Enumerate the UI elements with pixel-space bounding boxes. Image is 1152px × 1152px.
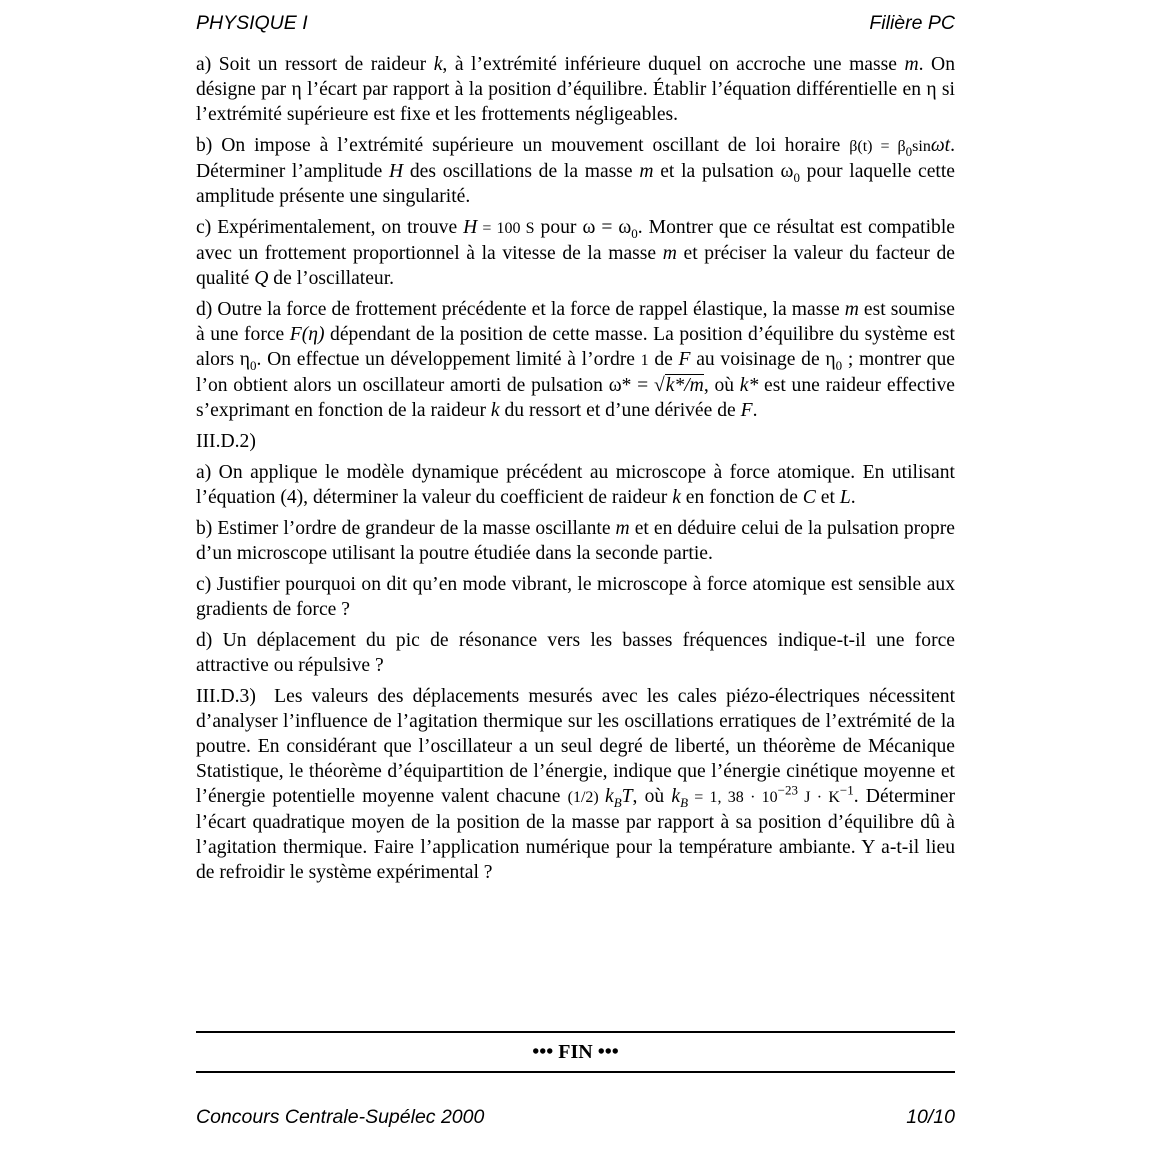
question-D3: III.D.3) Les valeurs des déplacements mesurés avec les cales piézo-électriques nécessitent d’analyser l’influence de l’agitation thermique sur les oscillations erratiques de l’extrémité de la poutre. En considérant que l’oscillateur a un seul degré de liberté, un théorème de Mécanique Statistique, le théorème d’équipartition de l’énergie, indique que l’énergie cinétique moyenne et l’énergie potentielle moyenne valent chacune (1/2) $k_BT$, où $k_B = 1$, $38 \cdot 10^{-23}$ $J \cdot K^{-1}$. Déterminer l’écart quadratique moyen de la position de la masse par rapport à sa position d’équilibre dû à l’agitation thermique. Faire l’application numérique pour la température ambiante. Y a-t-il lieu de refroidir le système expérimental ? (196, 686, 956, 883)
question-D1b: b) On impose à l’extrémité supérieure un mouvement oscillant de loi horaire $\beta(t) = \beta_0\sin\omega t$. Déterminer l’amplitude H des oscillations de la masse m et la pulsation $\omega_0$ pour laquelle cette amplitude présente une singularité. (196, 135, 956, 207)
section-heading-D2: III.D.2) (196, 431, 256, 452)
question-D1a: a) Soit un ressort de raideur k, à l’extrémité inférieure duquel on accroche une masse m. On désigne par η l’écart par rapport à la position d’équilibre. Établir l’équation différentielle en η si l’extrémité supérieure est fixe et les frottements négligeables. (196, 54, 956, 125)
footer-exam-name: Concours Centrale-Supélec 2000 (196, 1106, 485, 1128)
question-D1d: d) Outre la force de frottement précédente et la force de rappel élastique, la masse m est soumise à une force F(η) dépendant de la position de cette masse. La position d’équilibre du système est alors $\eta_0$. On effectue un développement limité à l’ordre 1 de F au voisinage de $\eta_0$ ; montrer que l’on obtient alors un oscillateur amorti de pulsation ω* = √k*/m, où k* est une raideur effective s’exprimant en fonction de la raideur k du ressort et d’une dérivée de F. (196, 299, 955, 421)
question-D2a: a) On applique le modèle dynamique précédent au microscope à force atomique. En utilisant l’équation (4), déterminer la valeur du coefficient de raideur k en fonction de C et L. (196, 462, 955, 508)
question-D2b: b) Estimer l’ordre de grandeur de la masse oscillante m et en déduire celui de la pulsation propre d’un microscope utilisant la poutre étudiée dans la seconde partie. (196, 518, 955, 564)
question-D2d: d) Un déplacement du pic de résonance vers les basses fréquences indique-t-il une force attractive ou répulsive ? (196, 630, 955, 676)
question-D1c: c) Expérimentalement, on trouve H = 100 S pour $\omega = \omega_0$. Montrer que ce résultat est compatible avec un frottement proportionnel à la vitesse de la masse m et préciser la valeur du facteur de qualité Q de l’oscillateur. (196, 217, 956, 289)
section-heading-D3: III.D.3) (196, 686, 256, 707)
document-page (196, 0, 955, 1152)
question-D2c: c) Justifier pourquoi on dit qu’en mode vibrant, le microscope à force atomique est sensible aux gradients de force ? (196, 574, 955, 620)
header-subject: PHYSIQUE I (196, 12, 308, 34)
page-header (196, 12, 955, 35)
page-footer (196, 1106, 955, 1129)
end-marker: ••• FIN ••• (196, 1031, 955, 1073)
document-body (196, 52, 955, 891)
header-track: Filière PC (869, 12, 955, 34)
footer-page-number: 10/10 (906, 1106, 955, 1128)
